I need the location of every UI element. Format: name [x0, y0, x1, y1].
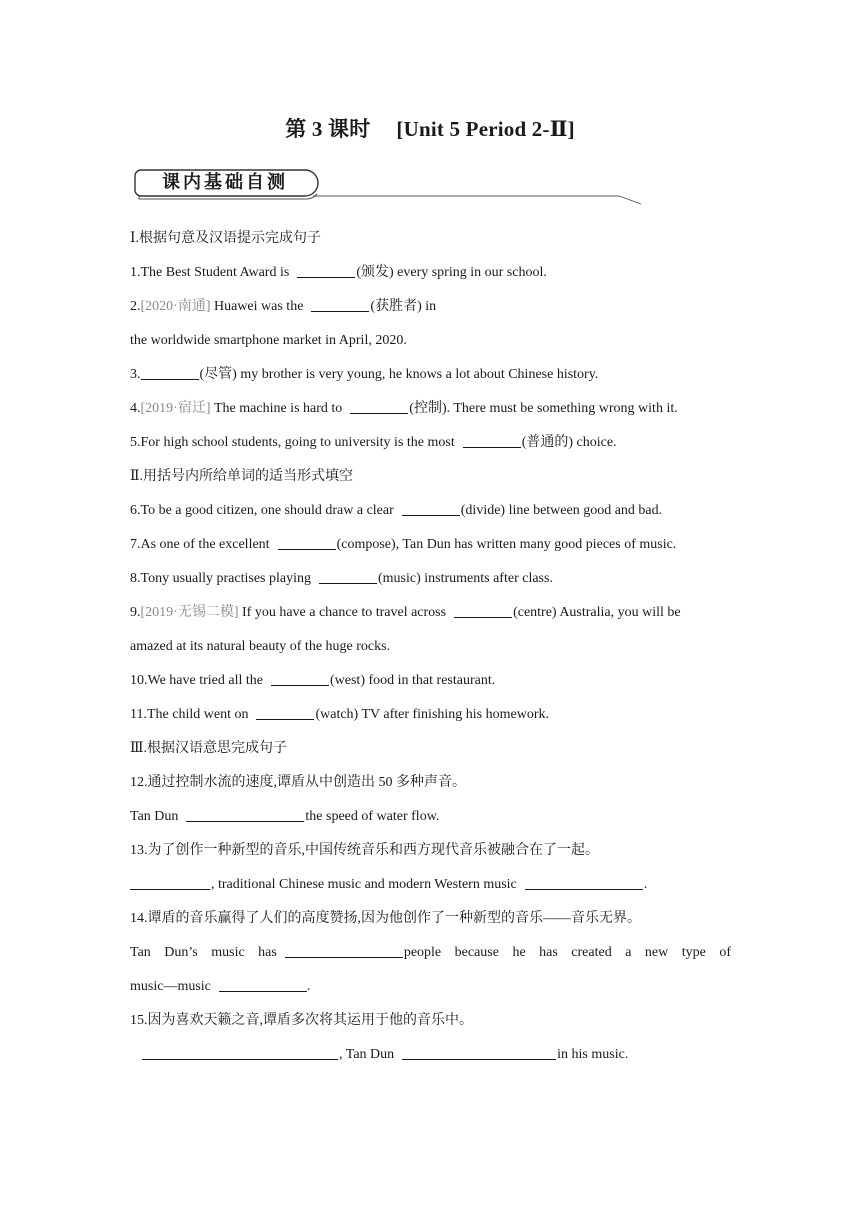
answer-blank[interactable] [141, 365, 199, 380]
title-en: [Unit 5 Period 2-Ⅱ] [396, 117, 575, 141]
question-13-cn: 13.为了创作一种新型的音乐,中国传统音乐和西方现代音乐被融合在了一起。 [130, 843, 599, 858]
answer-blank[interactable] [297, 263, 355, 278]
answer-blank[interactable] [402, 1045, 556, 1060]
question-source: [2019·宿迁] [140, 401, 211, 416]
question-3: 3. (尽管) my brother is very young, he knows a lot about Chinese history. [130, 367, 599, 382]
section1-heading: Ⅰ.根据句意及汉语提示完成句子 [130, 231, 322, 246]
question-13: , traditional Chinese music and modern Western music . [130, 868, 731, 902]
section2-heading: Ⅱ.用括号内所给单词的适当形式填空 [130, 469, 354, 484]
question-2: 2.[2020·南通] Huawei was the (获胜者) in [130, 299, 437, 314]
answer-blank[interactable] [350, 399, 408, 414]
title-cn: 第 3 课时 [285, 117, 371, 141]
question-9: 9.[2019·无锡二模] If you have a chance to travel across (centre) Australia, you will be [130, 605, 681, 620]
section3-heading: Ⅲ.根据汉语意思完成句子 [130, 741, 288, 756]
banner-label: 课内基础自测 [162, 172, 288, 193]
answer-blank[interactable] [219, 977, 307, 992]
question-6: 6.To be a good citizen, one should draw a clear (divide) line between good and bad. [130, 503, 663, 518]
answer-blank[interactable] [285, 943, 403, 958]
answer-blank[interactable] [454, 603, 512, 618]
question-7: 7.As one of the excellent (compose), Tan Dun has written many good pieces of music. [130, 537, 677, 552]
question-1: 1.The Best Student Award is (颁发) every spring in our school. [130, 265, 547, 280]
answer-blank[interactable] [130, 875, 210, 890]
question-5: 5.For high school students, going to university is the most (普通的) choice. [130, 435, 617, 450]
question-15: , Tan Dun in his music. [130, 1038, 731, 1072]
question-14: Tan Dun’s music has people because he has created a new type of [130, 945, 731, 960]
exercise-content [130, 222, 731, 1072]
answer-blank[interactable] [311, 297, 369, 312]
question-10: 10.We have tried all the (west) food in that restaurant. [130, 673, 496, 688]
question-8: 8.Tony usually practises playing (music) instruments after class. [130, 571, 553, 586]
question-2-cont: the worldwide smartphone market in April, 2020. [130, 333, 407, 348]
question-12-cn: 12.通过控制水流的速度,谭盾从中创造出 50 多种声音。 [130, 775, 466, 790]
answer-blank[interactable] [319, 569, 377, 584]
answer-blank[interactable] [271, 671, 329, 686]
question-12: Tan Dun the speed of water flow. [130, 809, 440, 824]
question-9-cont: amazed at its natural beauty of the huge rocks. [130, 639, 391, 654]
question-11: 11.The child went on (watch) TV after finishing his homework. [130, 707, 549, 722]
answer-blank[interactable] [256, 705, 314, 720]
question-source: [2020·南通] [140, 299, 211, 314]
answer-blank[interactable] [186, 807, 304, 822]
answer-blank[interactable] [463, 433, 521, 448]
page-title [0, 113, 860, 143]
answer-blank[interactable] [402, 501, 460, 516]
question-4: 4.[2019·宿迁] The machine is hard to (控制). There must be something wrong with it. [130, 401, 678, 416]
answer-blank[interactable] [278, 535, 336, 550]
question-15-cn: 15.因为喜欢天籁之音,谭盾多次将其运用于他的音乐中。 [130, 1013, 473, 1028]
question-source: [2019·无锡二模] [140, 605, 239, 620]
answer-blank[interactable] [525, 875, 643, 890]
question-14-cn: 14.谭盾的音乐赢得了人们的高度赞扬,因为他创作了一种新型的音乐——音乐无界。 [130, 911, 641, 926]
question-14-cont: music—music . [130, 979, 311, 994]
answer-blank[interactable] [142, 1045, 338, 1060]
